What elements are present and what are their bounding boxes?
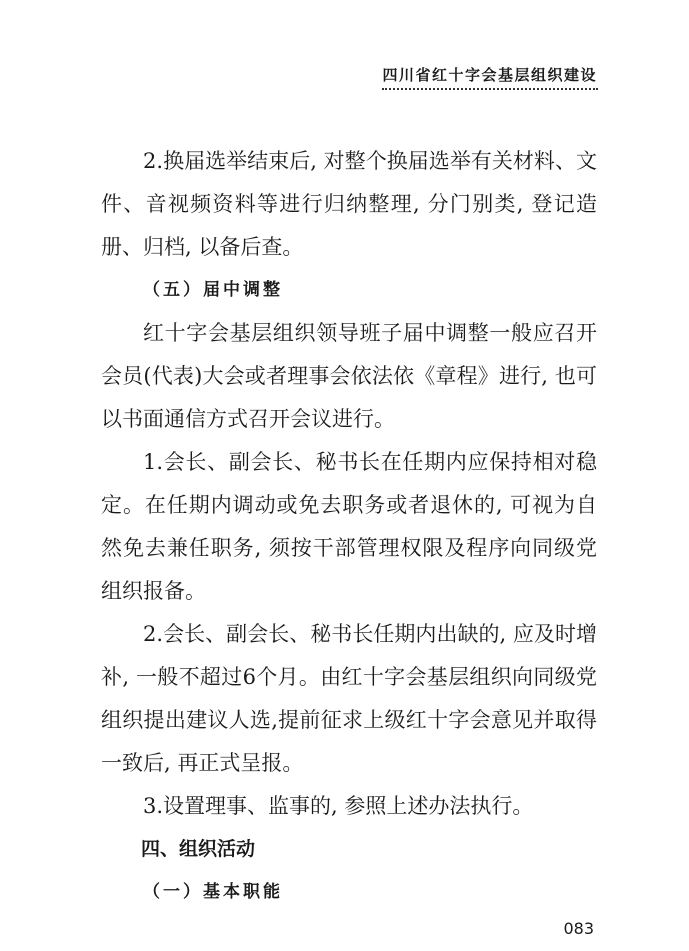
- subheading-basic-functions: （一）基本职能: [143, 882, 283, 902]
- page-body: [101, 140, 597, 914]
- paragraph-directors-supervisors: 3.设置理事、监事的, 参照上述办法执行。: [143, 794, 534, 818]
- running-header-title: 四川省红十字会基层组织建设: [382, 66, 597, 84]
- header-dotted-rule: [382, 88, 598, 90]
- paragraph-vacancy-filling: 2.会长、副会长、秘书长任期内出缺的, 应及时增补, 一般不超过6个月。由红十字会基层组织向同级党组织提出建议人选,提前征求上级红十字会意见并取得一致后, 再正式呈报。: [101, 622, 597, 775]
- paragraph-adjustment-procedure: 红十字会基层组织领导班子届中调整一般应召开会员(代表)大会或者理事会依法依《章程》进行, 也可以书面通信方式召开会议进行。: [101, 321, 597, 431]
- paragraph-archive-materials: 2.换届选举结束后, 对整个换届选举有关材料、文件、音视频资料等进行归纳整理, 分门别类, 登记造册、归档, 以备后查。: [101, 149, 597, 259]
- paragraph-leadership-stability: 1.会长、副会长、秘书长在任期内应保持相对稳定。在任期内调动或免去职务或者退休的, 可视为自然免去兼任职务, 须按干部管理权限及程序向同级党组织报备。: [101, 450, 597, 603]
- page-number: 083: [563, 919, 594, 938]
- subheading-midterm-adjustment: （五）届中调整: [143, 280, 283, 300]
- section-heading-organization-activities: 四、组织活动: [141, 838, 256, 860]
